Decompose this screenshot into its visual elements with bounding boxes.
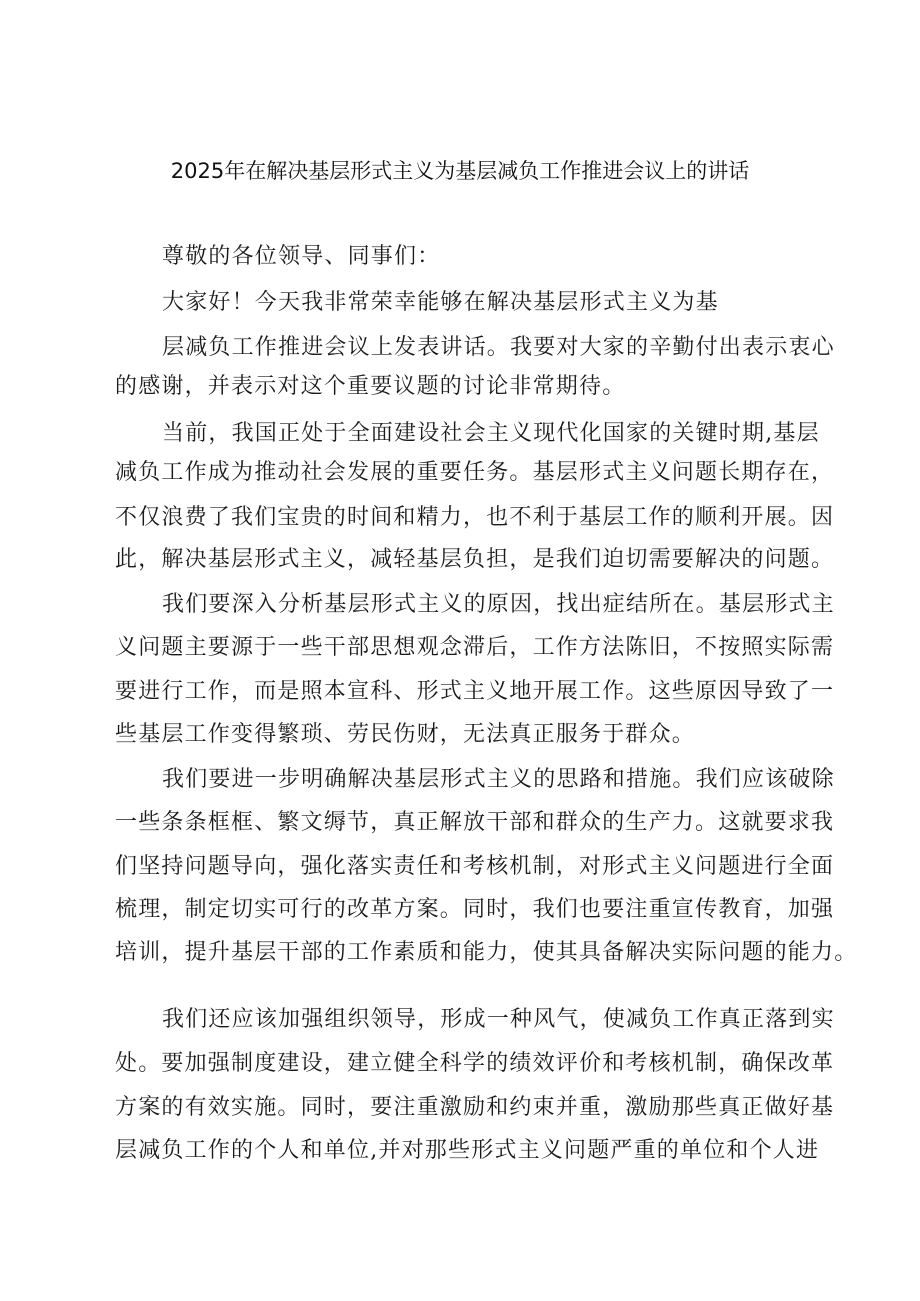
document-title: 2025年在解决基层形式主义为基层减负工作推进会议上的讲话 <box>170 159 750 183</box>
body-line: 大家好！今天我非常荣幸能够在解决基层形式主义为基 <box>162 290 719 315</box>
body-line: 我们还应该加强组织领导，形成一种风气，使减负工作真正落到实 <box>162 1007 835 1032</box>
body-line: 不仅浪费了我们宝贵的时间和精力，也不利于基层工作的顺利开展。因 <box>115 505 835 530</box>
salutation-line: 尊敬的各位领导、同事们： <box>162 244 441 269</box>
body-line: 我们要进一步明确解决基层形式主义的思路和措施。我们应该破除 <box>162 767 835 792</box>
body-line: 此，解决基层形式主义，减轻基层负担，是我们迫切需要解决的问题。 <box>115 547 835 572</box>
body-line: 当前，我国正处于全面建设社会主义现代化国家的关键时期,基层 <box>162 421 820 446</box>
body-line: 减负工作成为推动社会发展的重要任务。基层形式主义问题长期存在， <box>115 460 835 485</box>
body-line: 层减负工作推进会议上发表讲话。我要对大家的辛勤付出表示衷心 <box>162 335 835 360</box>
body-line: 梳理，制定切实可行的改革方案。同时，我们也要注重宣传教育，加强 <box>115 897 835 922</box>
body-line: 一些条条框框、繁文缛节，真正解放干部和群众的生产力。这就要求我 <box>115 810 835 835</box>
body-line: 们坚持问题导向，强化落实责任和考核机制，对形式主义问题进行全面 <box>115 854 835 879</box>
body-line: 处。要加强制度建设，建立健全科学的绩效评价和考核机制，确保改革 <box>115 1051 835 1076</box>
body-line: 层减负工作的个人和单位,并对那些形式主义问题严重的单位和个人进 <box>115 1138 820 1163</box>
body-line: 我们要深入分析基层形式主义的原因，找出症结所在。基层形式主 <box>162 592 835 617</box>
body-line: 些基层工作变得繁琐、劳民伤财，无法真正服务于群众。 <box>115 722 696 747</box>
body-line: 方案的有效实施。同时，要注重激励和约束并重，激励那些真正做好基 <box>115 1095 835 1120</box>
body-line: 培训，提升基层干部的工作素质和能力，使其具备解决实际问题的能力。 <box>115 940 858 965</box>
body-line: 义问题主要源于一些干部思想观念滞后，工作方法陈旧，不按照实际需 <box>115 635 835 660</box>
body-line: 的感谢，并表示对这个重要议题的讨论非常期待。 <box>115 374 626 399</box>
body-line: 要进行工作，而是照本宣科、形式主义地开展工作。这些原因导致了一 <box>115 679 835 704</box>
